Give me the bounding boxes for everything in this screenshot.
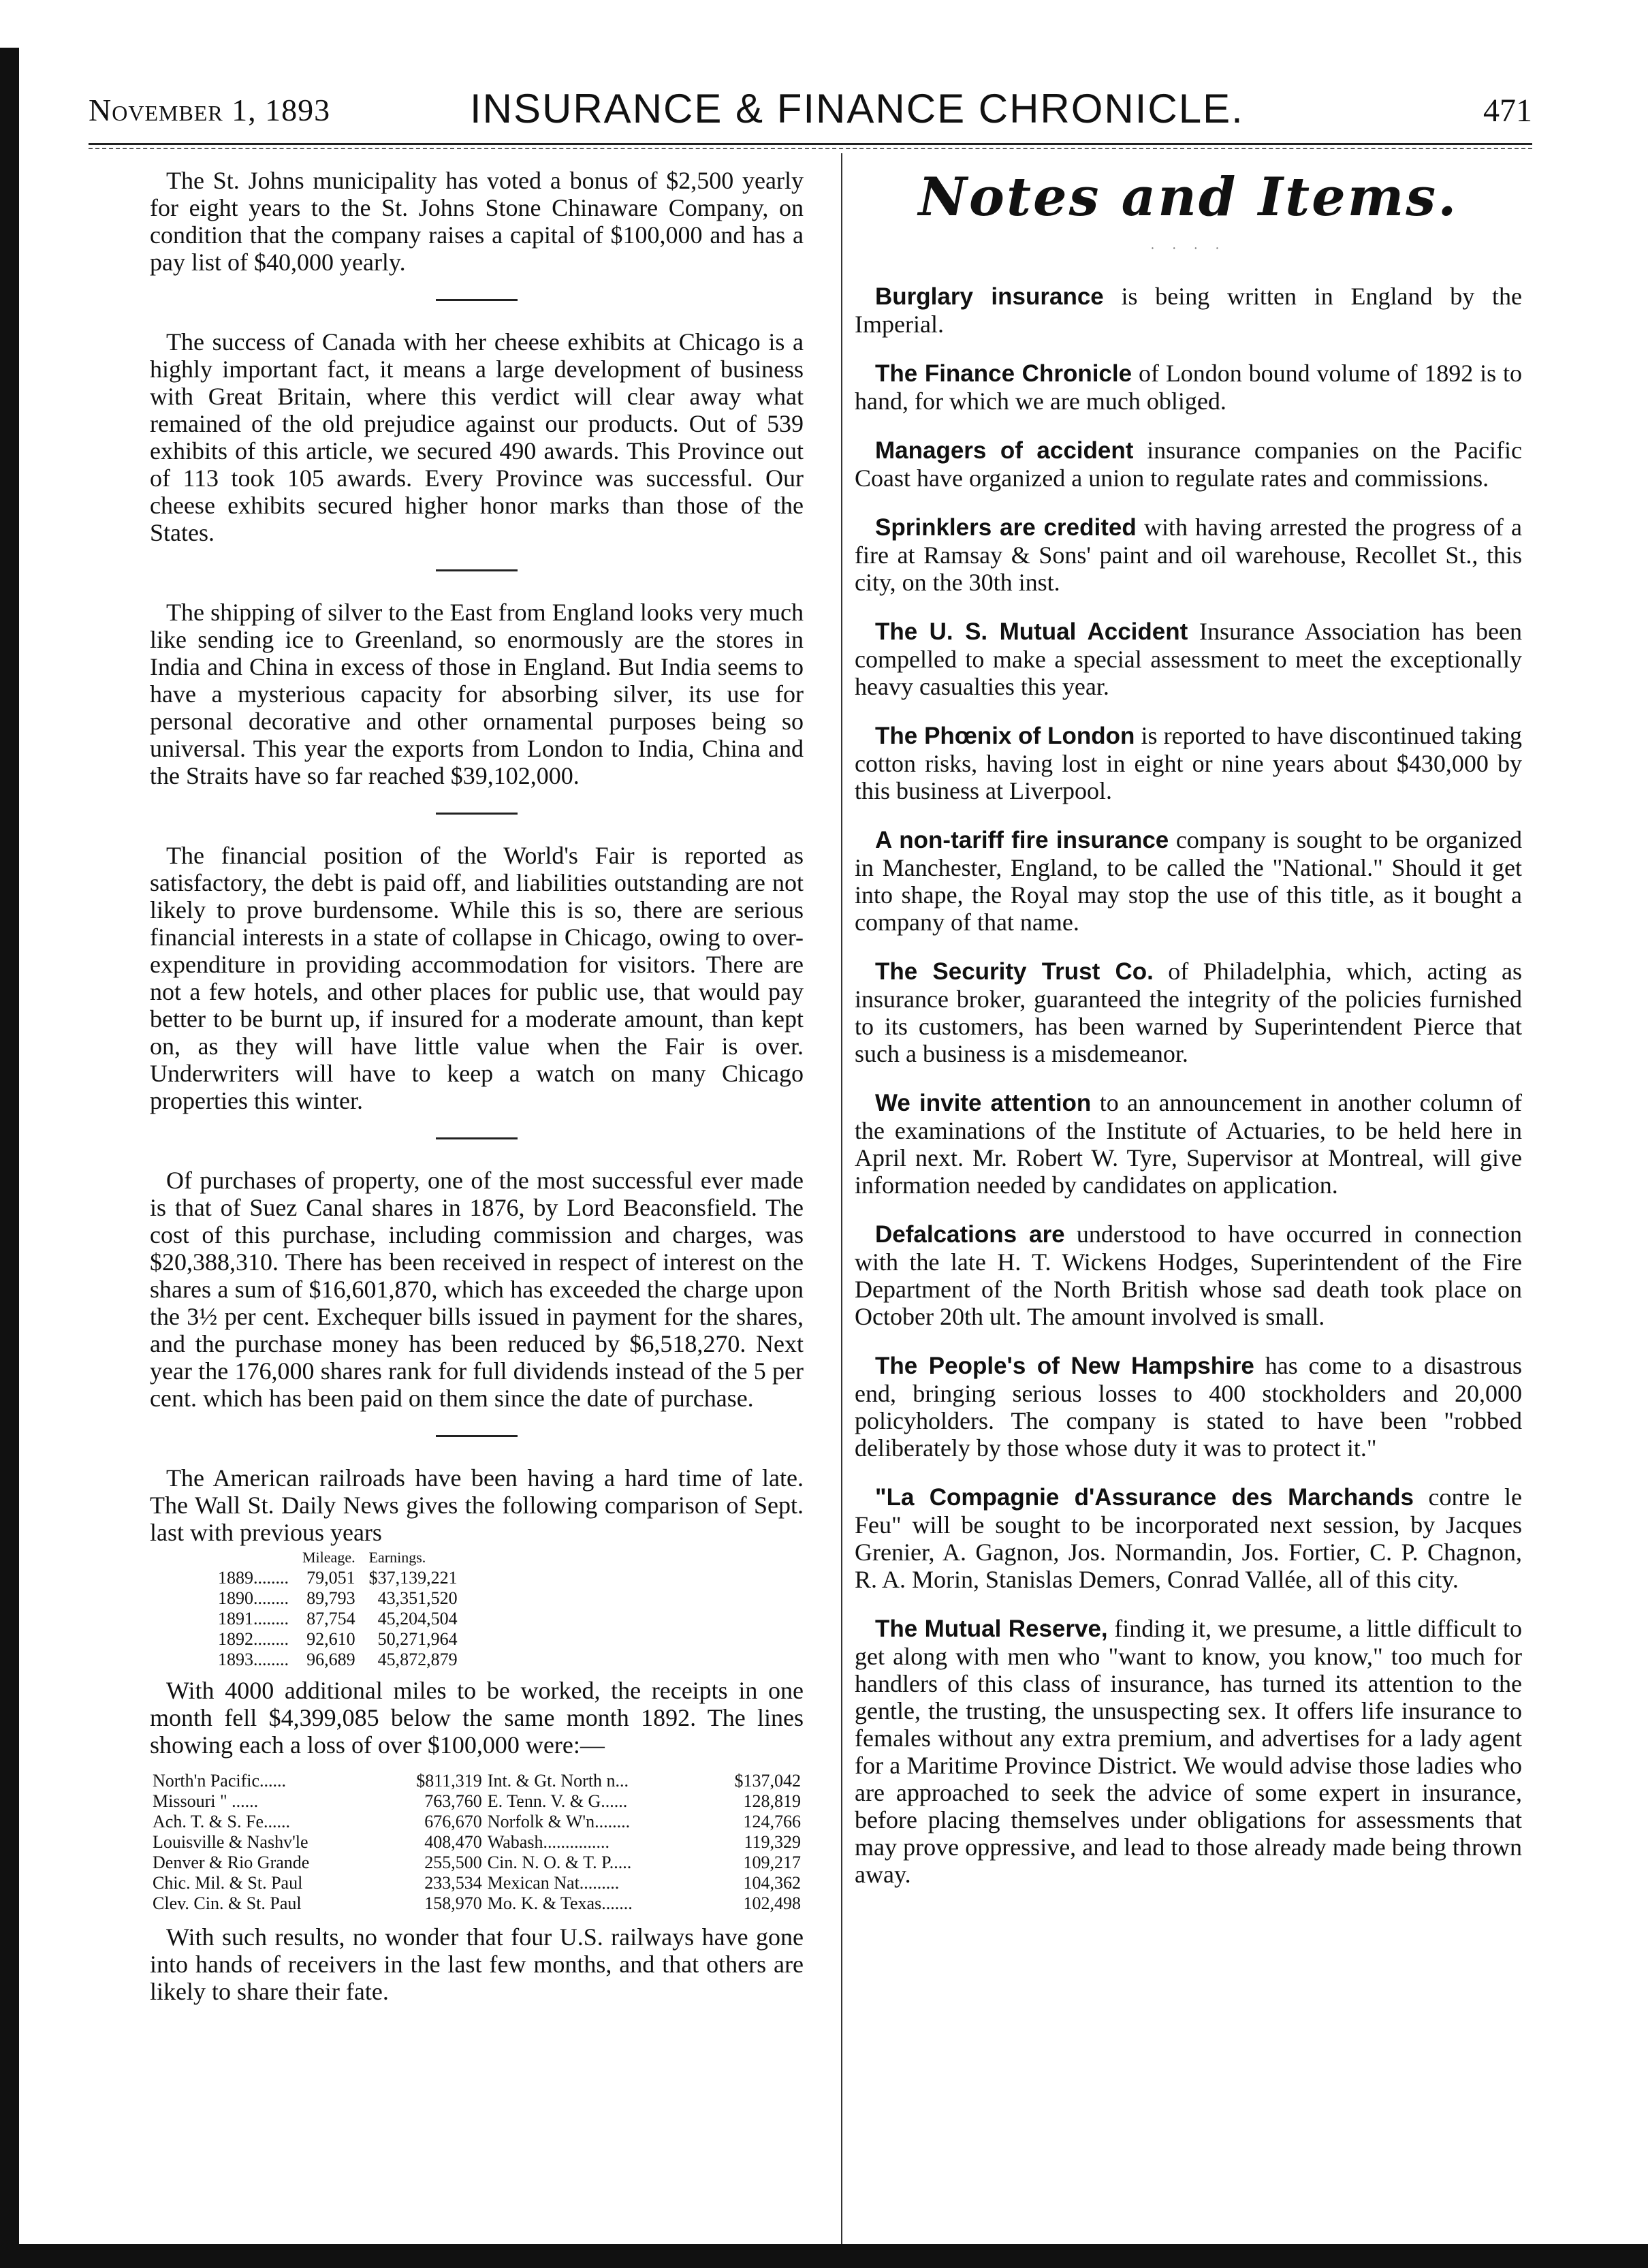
issue-date: November 1, 1893	[89, 93, 331, 127]
mileage-cell: 89,793	[306, 1588, 355, 1608]
news-item	[855, 618, 1522, 700]
loss-cell: 233,534	[424, 1873, 482, 1893]
news-item-lead: The Phœnix of London	[875, 723, 1135, 749]
line-name-cell: North'n Pacific......	[153, 1771, 287, 1791]
article-paragraph: With 4000 additional miles to be worked, the receipts in one month fell $4,399,085 below the same month 1892. The lines showing each a loss of over $100,000 were:—	[150, 1677, 804, 1759]
line-name-cell: Norfolk & W'n........	[487, 1812, 631, 1831]
table-row	[150, 1832, 804, 1853]
table-row	[150, 1893, 804, 1914]
news-item-lead: "La Compagnie d'Assurance des Marchands	[875, 1484, 1414, 1511]
loss-cell: $137,042	[734, 1771, 801, 1791]
right-column	[855, 167, 1522, 1910]
news-item-text: contre le Feu" will be sought to be incorporated next session, by Jacques Grenier, A. Gagnon, Jos. Normandin, Jos. Fortier, C. P. Chagnon, R. A. Morin, Stanislas Demers, Conrad Vallée, all of this city.	[855, 1483, 1522, 1593]
table-row	[150, 1853, 804, 1873]
line-name-cell: Int. & Gt. North n...	[487, 1771, 629, 1791]
loss-cell: $811,319	[416, 1771, 482, 1791]
news-item	[855, 826, 1522, 936]
year-cell: 1889........	[218, 1568, 289, 1588]
table-row	[150, 1812, 804, 1832]
news-item-text: of Philadelphia, which, acting as insurance broker, guaranteed the integrity of the policies furnished to its customers, has been warned by Superintendent Pierce that such a business is a misdemeanor.	[855, 958, 1522, 1067]
news-item	[855, 1615, 1522, 1888]
article-separator	[436, 1137, 518, 1139]
earnings-cell: 43,351,520	[377, 1588, 458, 1608]
line-name-cell: Denver & Rio Grande	[153, 1853, 310, 1872]
line-name-cell: Chic. Mil. & St. Paul	[153, 1873, 303, 1893]
news-item	[855, 1352, 1522, 1462]
news-item-lead: We invite attention	[875, 1090, 1092, 1116]
news-item-lead: Managers of accident	[875, 437, 1134, 464]
year-cell: 1891........	[218, 1609, 289, 1628]
article-paragraph: The success of Canada with her cheese exhibits at Chicago is a highly important fact, it means a large development of business with Great Britain, where this verdict will clear away what remained of the old prejudice against our products. Out of 539 exhibits of this article, we secured 490 awards. This Province out of 113 took 105 awards. Every Province was successful. Our cheese exhibits secured higher honor marks than those of the States.	[150, 328, 804, 546]
news-item-text: company is sought to be organized in Manchester, England, to be called the "National." Should it get into shape, the Royal may stop the use of this title, as it bought a company of that name.	[855, 826, 1522, 936]
article-separator	[436, 1435, 518, 1437]
mileage-cell: 87,754	[306, 1609, 355, 1628]
line-name-cell: Missouri " ......	[153, 1791, 259, 1811]
news-item-text: with having arrested the progress of a fire at Ramsay & Sons' paint and oil warehouse, Recollet St., this city, on the 30th inst.	[855, 514, 1522, 596]
news-item-lead: A non-tariff fire insurance	[875, 827, 1169, 853]
news-item	[855, 958, 1522, 1067]
news-item-text: to an announcement in another column of the examinations of the Institute of Actuaries, to be held here in April next. Mr. Robert W. Tyre, Supervisor at Montreal, will give information needed by candidates on application.	[855, 1089, 1522, 1199]
mileage-cell: 96,689	[306, 1650, 355, 1669]
news-item	[855, 360, 1522, 415]
news-item-lead: The Security Trust Co.	[875, 958, 1154, 985]
line-name-cell: Louisville & Nashv'le	[153, 1832, 308, 1852]
earnings-cell: 50,271,964	[377, 1629, 458, 1649]
news-item-lead: Burglary insurance	[875, 283, 1104, 310]
article-separator	[436, 813, 518, 815]
loss-cell: 408,470	[424, 1832, 482, 1852]
table-header: Mileage.	[302, 1549, 355, 1566]
article-paragraph: The shipping of silver to the East from England looks very much like sending ice to Greenland, so enormously are the stores in India and China in excess of those in England. But India seems to have a mysterious capacity for absorbing silver, its use for personal decorative and other ornamental purposes being so universal. This year the exports from London to India, China and the Straits have so far reached $39,102,000.	[150, 599, 804, 789]
loss-cell: 158,970	[424, 1893, 482, 1913]
scan-edge-left	[0, 48, 19, 2268]
news-item	[855, 722, 1522, 804]
railroad-losses-table	[150, 1771, 804, 1914]
news-item	[855, 1089, 1522, 1199]
news-item	[855, 283, 1522, 338]
news-item-text: is being written in England by the Imperial.	[855, 283, 1522, 338]
news-item	[855, 1483, 1522, 1593]
scan-edge-bottom	[0, 2244, 1648, 2268]
news-item-text: of London bound volume of 1892 is to hand, for which we are much obliged.	[855, 360, 1522, 415]
table-header	[211, 1547, 296, 1568]
news-item	[855, 514, 1522, 596]
line-name-cell: Ach. T. & S. Fe......	[153, 1812, 290, 1831]
news-item-text: is reported to have discontinued taking cotton risks, having lost in eight or nine years about $430,000 by this business at Liverpool.	[855, 722, 1522, 804]
article-separator	[436, 569, 518, 571]
line-name-cell: Cin. N. O. & T. P.....	[487, 1853, 632, 1872]
article-paragraph: The financial position of the World's Fair is reported as satisfactory, the debt is paid off, and liabilities outstanding are not likely to prove burdensome. While this is so, there are serious financial interests in a state of collapse in Chicago, owing to over-expenditure in providing accommodation for visitors. There are not a few hotels, and other places for public use, that would pay better to be burnt up, if insured for a moderate amount, than kept on, as they will have little value when the Fair is over. Underwriters will have to keep a watch on many Chicago properties this winter.	[150, 842, 804, 1114]
section-title: Notes and Items.	[918, 166, 1459, 228]
loss-cell: 763,760	[424, 1791, 482, 1811]
railroad-comparison-table	[211, 1547, 464, 1670]
table-row	[150, 1771, 804, 1791]
mileage-cell: 92,610	[306, 1629, 355, 1649]
line-name-cell: Clev. Cin. & St. Paul	[153, 1893, 302, 1913]
page-number: 471	[1483, 93, 1532, 129]
page-header	[89, 85, 1532, 140]
left-column	[150, 167, 804, 2005]
table-row	[150, 1873, 804, 1893]
news-item-text: Insurance Association has been compelled to make a special assessment to meet the exceptionally heavy casualties this year.	[855, 618, 1522, 700]
news-item-lead: The U. S. Mutual Accident	[875, 618, 1188, 645]
news-item-lead: Sprinklers are credited	[875, 514, 1137, 541]
year-cell: 1892........	[218, 1629, 289, 1649]
table-header-row	[211, 1547, 464, 1568]
table-row	[211, 1568, 464, 1588]
news-item-lead: The People's of New Hampshire	[875, 1353, 1254, 1379]
publication-title: INSURANCE & FINANCE CHRONICLE.	[470, 86, 1244, 131]
news-item-text: understood to have occurred in connection with the late H. T. Wickens Hodges, Superintendent of the Fire Department of the North British whose sad death took place on October 20th ult. The amount involved is small.	[855, 1220, 1522, 1330]
news-item	[855, 1220, 1522, 1330]
table-row	[211, 1629, 464, 1650]
loss-cell: 104,362	[743, 1873, 801, 1893]
article-separator	[436, 299, 518, 301]
news-item-lead: The Mutual Reserve,	[875, 1616, 1108, 1642]
news-item-text: has come to a disastrous end, bringing serious losses to 400 stockholders and 20,000 policyholders. The company is stated to have been "robbed deliberately by those whose duty it was to protect it."	[855, 1352, 1522, 1462]
table-row	[150, 1791, 804, 1812]
loss-cell: 255,500	[424, 1853, 482, 1872]
article-paragraph: Of purchases of property, one of the most successful ever made is that of Suez Canal shares in 1876, by Lord Beaconsfield. The cost of this purchase, including commission and charges, was $20,388,310. There has been received in respect of interest on the shares a sum of $16,601,870, which has exceeded the charge upon the 3½ per cent. Exchequer bills issued in payment for the shares, and the purchase money has been reduced by $6,518,270. Next year the 176,000 shares rank for full dividends instead of the 5 per cent. which has been paid on them since the date of purchase.	[150, 1167, 804, 1412]
earnings-cell: 45,872,879	[377, 1650, 458, 1669]
news-item-text: insurance companies on the Pacific Coast have organized a union to regulate rates and commissions.	[855, 437, 1522, 492]
table-row	[211, 1588, 464, 1609]
earnings-cell: $37,139,221	[368, 1568, 458, 1588]
loss-cell: 676,670	[424, 1812, 482, 1831]
line-name-cell: Mexican Nat.........	[487, 1873, 620, 1893]
title-ornament: · · · ·	[1150, 241, 1226, 256]
header-rule	[89, 143, 1532, 149]
year-cell: 1893........	[218, 1650, 289, 1669]
article-paragraph: The St. Johns municipality has voted a bonus of $2,500 yearly for eight years to the St. Johns Stone Chinaware Company, on condition that the company raises a capital of $100,000 and has a pay list of $40,000 yearly.	[150, 167, 804, 276]
line-name-cell: E. Tenn. V. & G......	[487, 1791, 628, 1811]
news-item	[855, 437, 1522, 492]
line-name-cell: Wabash...............	[487, 1832, 609, 1852]
table-header: Earnings.	[368, 1549, 426, 1566]
loss-cell: 119,329	[744, 1832, 801, 1852]
news-item-lead: Defalcations are	[875, 1221, 1065, 1248]
article-paragraph: The American railroads have been having a hard time of late. The Wall St. Daily News gives the following comparison of Sept. last with previous years	[150, 1464, 804, 1546]
loss-cell: 124,766	[743, 1812, 801, 1831]
loss-cell: 102,498	[743, 1893, 801, 1913]
year-cell: 1890........	[218, 1588, 289, 1608]
mileage-cell: 79,051	[306, 1568, 355, 1588]
loss-cell: 128,819	[743, 1791, 801, 1811]
earnings-cell: 45,204,504	[377, 1609, 458, 1628]
table-row	[211, 1650, 464, 1670]
news-item-text: finding it, we presume, a little difficult to get along with men who "want to know, you know," too much for handlers of this class of insurance, has turned its attention to the gentle, the trusting, the unsuspecting sex. It offers life insurance to females without any extra premium, and advertises for a lady agent for a Maritime Province District. We would advise those ladies who are approached to seek the advice of some expert in insurance, before placing themselves under obligations for assessments that may prove oppressive, and lead to those already made being thrown away.	[855, 1615, 1522, 1888]
loss-cell: 109,217	[743, 1853, 801, 1872]
article-paragraph: With such results, no wonder that four U.S. railways have gone into hands of receivers in the last few months, and that others are likely to share their fate.	[150, 1923, 804, 2005]
column-rule	[841, 153, 842, 2244]
news-item-lead: The Finance Chronicle	[875, 360, 1132, 387]
line-name-cell: Mo. K. & Texas.......	[487, 1893, 633, 1913]
table-row	[211, 1609, 464, 1629]
